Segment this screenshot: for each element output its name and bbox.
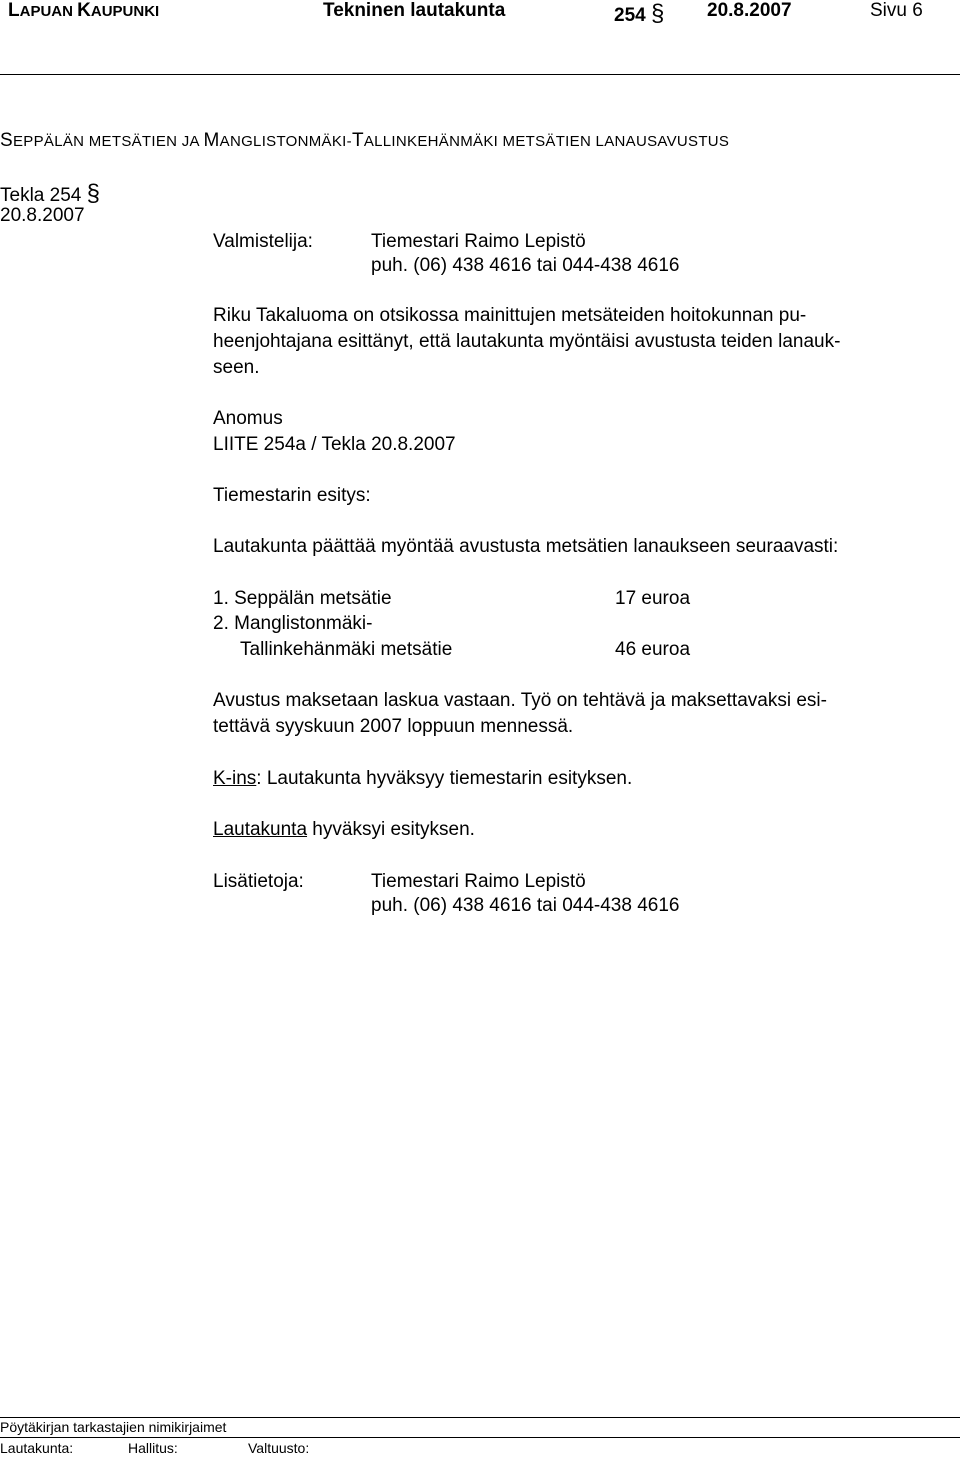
more-info-label: Lisätietoja: xyxy=(213,871,304,892)
header-rule xyxy=(0,74,960,75)
paragraph-line: heenjohtajana esittänyt, että lautakunta myöntäisi avustusta teiden lanauk- xyxy=(213,331,841,352)
footer-col-council: Valtuusto: xyxy=(248,1440,310,1456)
footer-col-board: Lautakunta: xyxy=(0,1440,74,1456)
page-number: Sivu 6 xyxy=(870,0,923,21)
payment-line: tettävä syyskuun 2007 loppuun mennessä. xyxy=(213,716,574,737)
footer-rule-2 xyxy=(0,1437,960,1438)
preparer-name: Tiemestari Raimo Lepistö xyxy=(371,231,586,252)
reference-line1: Tekla 254 § xyxy=(0,180,100,207)
grant-amount: 46 euroa xyxy=(615,639,691,660)
decision: Lautakunta hyväksyi esityksen. xyxy=(213,819,475,840)
organization-name: LAPUAN KAUPUNKI xyxy=(8,0,160,21)
preparer-label: Valmistelija: xyxy=(213,231,313,252)
grant-name: 2. Manglistonmäki- xyxy=(213,613,373,634)
more-info-phone: puh. (06) 438 4616 tai 044-438 4616 xyxy=(371,895,680,916)
board-name: Tekninen lautakunta xyxy=(323,0,506,21)
reference-date: 20.8.2007 xyxy=(0,205,85,226)
attachment-ref: LIITE 254a / Tekla 20.8.2007 xyxy=(213,434,456,455)
proposal-intro: Lautakunta päättää myöntää avustusta metsätien lanaukseen seuraavasti: xyxy=(213,536,839,557)
section-number: 254 § xyxy=(614,0,665,27)
decision-label: Lautakunta xyxy=(213,819,308,840)
footer-signature-label: Pöytäkirjan tarkastajien nimikirjaimet xyxy=(0,1419,227,1435)
grant-name: 1. Seppälän metsätie xyxy=(213,588,392,609)
payment-line: Avustus maksetaan laskua vastaan. Työ on tehtävä ja maksettavaksi esi- xyxy=(213,690,827,711)
grant-name-cont: Tallinkehänmäki metsätie xyxy=(240,639,453,660)
footer-col-government: Hallitus: xyxy=(128,1440,178,1456)
document-title: SEPPÄLÄN METSÄTIEN JA MANGLISTONMÄKI-TALLINKEHÄNMÄKI METSÄTIEN LANAUSAVUSTUS xyxy=(0,130,730,151)
paragraph-line: Riku Takaluoma on otsikossa mainittujen metsäteiden hoitokunnan pu- xyxy=(213,305,807,326)
proposal-label: Tiemestarin esitys: xyxy=(213,485,371,506)
grant-amount: 17 euroa xyxy=(615,588,691,609)
attachment-label: Anomus xyxy=(213,408,283,429)
kins-proposal: K-ins: Lautakunta hyväksyy tiemestarin esityksen. xyxy=(213,768,633,789)
kins-label: K-ins xyxy=(213,768,257,789)
more-info-name: Tiemestari Raimo Lepistö xyxy=(371,871,586,892)
header-date: 20.8.2007 xyxy=(707,0,792,21)
preparer-phone: puh. (06) 438 4616 tai 044-438 4616 xyxy=(371,255,680,276)
paragraph-line: seen. xyxy=(213,357,260,378)
footer-rule xyxy=(0,1417,960,1418)
